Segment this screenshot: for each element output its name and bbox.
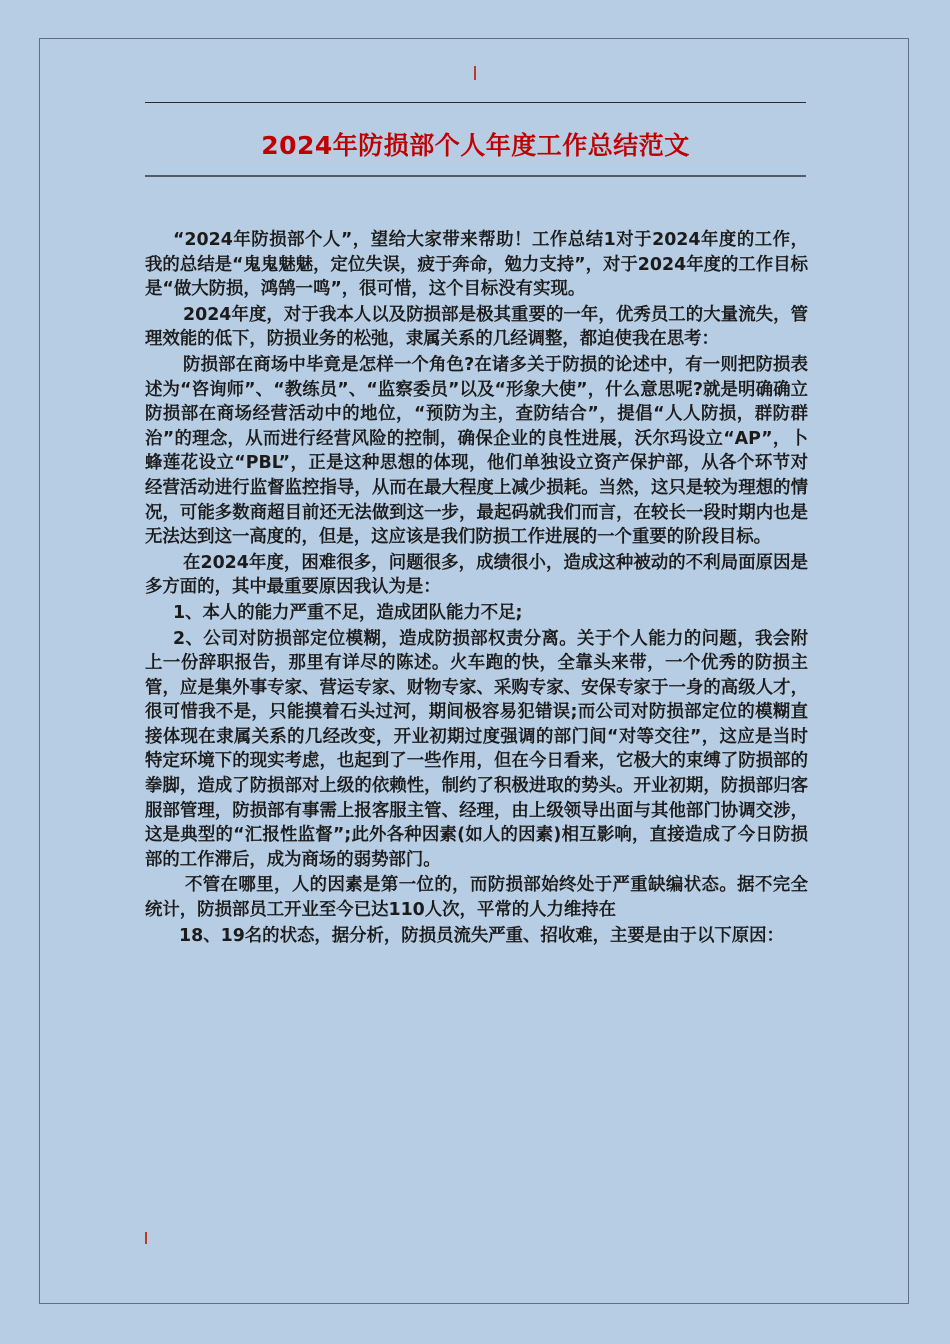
paragraph-intro: “2024年防损部个人”，望给大家带来帮助！工作总结1对于2024年度的工作，我的总结是“鬼鬼魅魅，定位失误，疲于奔命，勉力支持”，对于2024年度的工作目标是“做大防损，鸿鹄一鸣”，很可惜，这个目标没有实现。 bbox=[145, 230, 808, 300]
document-title: 2024年防损部个人年度工作总结范文 bbox=[261, 131, 690, 160]
paragraph-reason-2: 2、公司对防损部定位模糊，造成防损部权责分离。关于个人能力的问题，我会附上一份辞职报告，那里有详尽的陈述。火车跑的快，全靠头来带，一个优秀的防损主管，应是集外事专家、营运专家、财物专家、采购专家、安保专家于一身的高级人才，很可惜我不是，只能摸着石头过河，期间极容易犯错误;而公司对防损部定位的模糊直接体现在隶属关系的几经改变，开业初期过度强调的部门间“对等交往”，这应是当时特定环境下的现实考虑，也起到了一些作用，但在今日看来，它极大的束缚了防损部的拳脚，造成了防损部对上级的依赖性，制约了积极进取的势头。开业初期，防损部归客服部管理，防损部有事需上报客服主管、经理，由上级领导出面与其他部门协调交涉，这是典型的“汇报性监督”;此外各种因素(如人的因素)相互影响，直接造成了今日防损部的工作滞后，成为商场的弱势部门。 bbox=[145, 628, 808, 870]
footer-cursor-mark bbox=[145, 1232, 147, 1244]
title-underline bbox=[145, 175, 806, 177]
paragraph-role: 防损部在商场中毕竟是怎样一个角色?在诸多关于防损的论述中，有一则把防损表述为“咨询师”、“教练员”、“监察委员”以及“形象大使”，什么意思呢?就是明确确立防损部在商场经营活动中的地位，“预防为主，查防结合”，提倡“人人防损，群防群治”的理念，从而进行经营风险的控制，确保企业的良性进展，沃尔玛设立“AP”，卜蜂莲花设立“PBL”，正是这种思想的体现，他们单独设立资产保护部，从各个环节对经营活动进行监督监控指导，从而在最大程度上减少损耗。当然，这只是较为理想的情况，可能多数商超目前还无法做到这一步，最起码就我们而言，在较长一段时期内也是无法达到这一高度的，但是，这应该是我们防损工作进展的一个重要的阶段目标。 bbox=[145, 354, 808, 548]
header-rule bbox=[145, 102, 806, 103]
header-cursor-mark bbox=[474, 66, 476, 80]
paragraph-reason-1: 1、本人的能力严重不足，造成团队能力不足; bbox=[173, 602, 523, 623]
paragraph-difficulties: 在2024年度，困难很多，问题很多，成绩很小，造成这种被动的不利局面原因是多方面的，其中最重要原因我认为是： bbox=[145, 552, 808, 598]
paragraph-staffing: 不管在哪里，人的因素是第一位的，而防损部始终处于严重缺编状态。据不完全统计，防损部员工开业至今已达110人次，平常的人力维持在 bbox=[145, 875, 808, 921]
paragraph-turnover: 18、19名的状态，据分析，防损员流失严重、招收难，主要是由于以下原因： bbox=[179, 925, 784, 946]
paragraph-year-review: 2024年度，对于我本人以及防损部是极其重要的一年，优秀员工的大量流失，管理效能的低下，防损业务的松弛，隶属关系的几经调整，都迫使我在思考： bbox=[145, 304, 808, 350]
document-body bbox=[145, 228, 808, 948]
